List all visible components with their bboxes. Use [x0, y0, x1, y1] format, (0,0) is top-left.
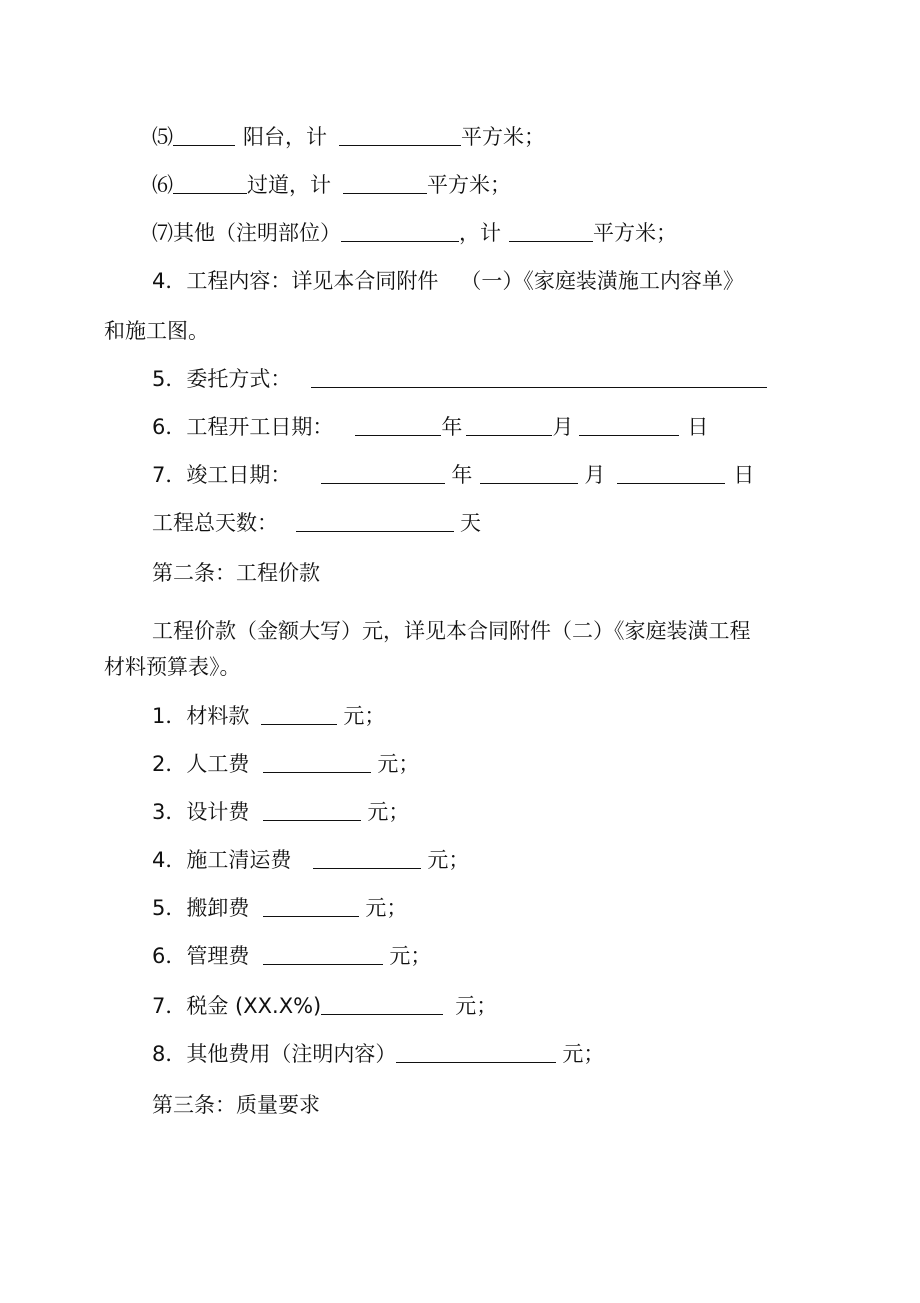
article-3-heading: [152, 1092, 320, 1118]
amount-blank[interactable]: [263, 800, 361, 821]
item-number: 6．: [152, 415, 187, 439]
fee-label: 人工费: [186, 752, 250, 776]
fee-unit: 元；: [365, 896, 408, 920]
fee-unit: 元；: [455, 994, 498, 1018]
fee-item-other: [152, 1041, 604, 1067]
fee-label: 搬卸费: [186, 896, 250, 920]
item-label: 其他（注明部位）: [173, 221, 341, 245]
item-number: 7．: [152, 994, 187, 1018]
day-blank[interactable]: [617, 463, 725, 484]
item-number: 3．: [152, 800, 187, 824]
article-title: 第三条：质量要求: [152, 1093, 320, 1117]
item-number: 5．: [152, 896, 187, 920]
fee-item-labor: [152, 751, 419, 777]
total-days-unit: 天: [460, 511, 481, 535]
month-blank[interactable]: [466, 415, 552, 436]
fee-label: 设计费: [186, 800, 250, 824]
item-number: 1．: [152, 704, 187, 728]
fee-unit: 元；: [427, 848, 470, 872]
fee-item-materials: [152, 703, 385, 729]
item-number: ⑺: [152, 221, 173, 245]
item-number: 6．: [152, 944, 187, 968]
item-4-continuation: [104, 318, 209, 344]
area-item-other: [152, 220, 677, 246]
fee-unit: 元；: [377, 752, 420, 776]
month-label: 月: [552, 415, 574, 439]
year-blank[interactable]: [355, 415, 441, 436]
fee-label: 税金 (XX.X%): [186, 994, 322, 1018]
item-number: 5．: [152, 367, 187, 391]
area-item-corridor: [152, 172, 511, 198]
year-label: 年: [441, 415, 463, 439]
fee-item-cleanup: [152, 847, 469, 873]
month-blank[interactable]: [480, 463, 578, 484]
amount-blank[interactable]: [263, 752, 371, 773]
fee-unit: 元；: [343, 704, 386, 728]
item-text: 工程内容：详见本合同附件: [186, 269, 439, 293]
amount-blank[interactable]: [261, 704, 337, 725]
article-title: 第二条：工程价款: [152, 561, 320, 585]
fee-unit: 元；: [367, 800, 410, 824]
fee-item-moving: [152, 895, 407, 921]
article-2-heading: [152, 560, 320, 586]
year-blank[interactable]: [321, 463, 445, 484]
fee-item-tax: [152, 993, 497, 1019]
item-number: ⑹: [152, 173, 173, 197]
item-unit: 平方米；: [427, 173, 511, 197]
fee-label: 管理费: [186, 944, 250, 968]
item-number: 7．: [152, 463, 187, 487]
amount-blank[interactable]: [263, 896, 359, 917]
item-label: 工程开工日期：: [186, 415, 334, 439]
day-label: 日: [687, 415, 709, 439]
article-2-paragraph-line2: [104, 654, 241, 680]
blank-field[interactable]: [173, 125, 235, 146]
item-label: 竣工日期：: [186, 463, 292, 487]
item-number: 4．: [152, 848, 187, 872]
item-number: 2．: [152, 752, 187, 776]
item-unit: 平方米；: [593, 221, 677, 245]
fee-label: 其他费用（注明内容）: [186, 1042, 397, 1066]
amount-blank[interactable]: [263, 944, 383, 965]
blank-field[interactable]: [343, 173, 427, 194]
blank-field[interactable]: [339, 125, 461, 146]
blank-field[interactable]: [173, 173, 247, 194]
amount-blank[interactable]: [321, 994, 443, 1015]
item-text: 和施工图。: [104, 319, 209, 343]
item-number: 8．: [152, 1042, 187, 1066]
item-label: 过道，计: [247, 173, 331, 197]
fee-label: 施工清运费: [186, 848, 292, 872]
paragraph-text: 材料预算表》。: [104, 655, 241, 679]
year-label: 年: [451, 463, 473, 487]
blank-field[interactable]: [509, 221, 593, 242]
item-4-content: [152, 268, 744, 294]
month-label: 月: [584, 463, 606, 487]
annex-reference: （一）《家庭装潢施工内容单》: [460, 269, 744, 293]
amount-blank[interactable]: [313, 848, 421, 869]
total-days: [152, 510, 481, 536]
item-separator: ，计: [459, 221, 501, 245]
fee-unit: 元；: [389, 944, 432, 968]
item-5-commission: [152, 366, 767, 392]
item-label: 阳台，计: [243, 125, 327, 149]
blank-field[interactable]: [341, 221, 459, 242]
article-2-paragraph-line1: [152, 618, 751, 644]
fee-item-management: [152, 943, 431, 969]
blank-field[interactable]: [311, 367, 767, 388]
paragraph-text: 工程价款（金额大写）元，详见本合同附件（二）《家庭装潢工程: [152, 619, 751, 643]
area-item-balcony: [152, 124, 545, 150]
item-number: 4．: [152, 269, 187, 293]
fee-item-design: [152, 799, 409, 825]
blank-field[interactable]: [296, 511, 454, 532]
item-number: ⑸: [152, 125, 173, 149]
amount-blank[interactable]: [396, 1042, 556, 1063]
item-6-start-date: [152, 414, 708, 440]
fee-unit: 元；: [562, 1042, 605, 1066]
total-days-label: 工程总天数：: [152, 511, 278, 535]
fee-label: 材料款: [186, 704, 250, 728]
item-unit: 平方米；: [461, 125, 545, 149]
item-label: 委托方式：: [186, 367, 292, 391]
item-7-completion-date: [152, 462, 754, 488]
day-blank[interactable]: [579, 415, 679, 436]
day-label: 日: [733, 463, 755, 487]
